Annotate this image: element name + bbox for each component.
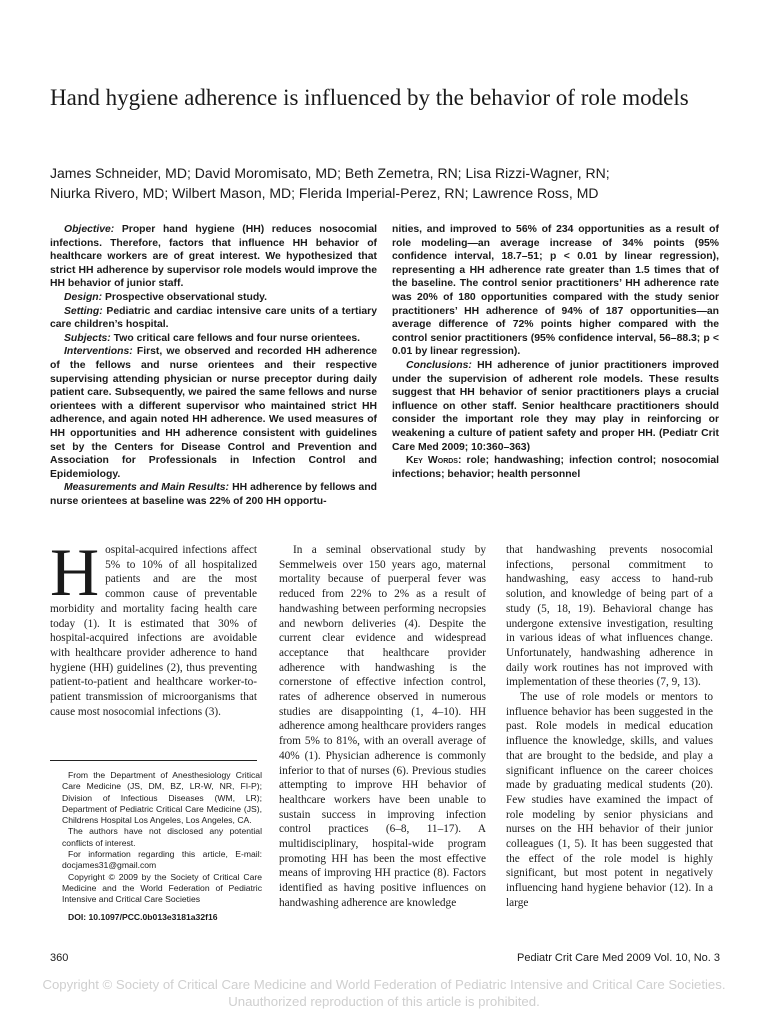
keywords-text: role; handwashing; infection control; nosocomial infections; behavior; health personnel (392, 455, 719, 480)
body-column-1 (50, 534, 257, 719)
abstract-label: Measurements and Main Results: (64, 482, 230, 494)
abstract-results (50, 481, 377, 508)
abstract-label: Objective: (64, 224, 115, 235)
abstract-label: Setting: (64, 305, 103, 317)
footnote-copyright: Copyright © 2009 by the Society of Critical Care Medicine and the World Federation of Pediatric Intensive and Critical Care Societies (62, 871, 262, 905)
abstract-text: Two critical care fellows and four nurse orientees. (113, 332, 361, 344)
body-paragraph: that handwashing prevents nosocomial infections, personal commitment to handwashing, easy access to hand-rub solution, and knowledge of being part of a study (5, 18, 19). Behavioral change has undergone extensive investigation, resulting in various ideas of what influences change. Unfortunately, handwashing adherence in daily work routines has not improved with implementation of these theories (7, 9, 13). (506, 544, 713, 689)
watermark-line: Unauthorized reproduction of this article is prohibited. (228, 994, 540, 1009)
abstract-text: Proper hand hygiene (HH) reduces nosocomial infections. Therefore, factors that influence HH behavior of healthcare workers are of great interest. We hypothesized that strict HH adherence by supervisor role models would improve the HH behavior of junior staff. (50, 224, 377, 290)
abstract-keywords (392, 454, 719, 481)
body-paragraph: In a seminal observational study by Semmelweis over 150 years ago, maternal mortality because of puerperal fever was reduced from 22% to 2% as a result of handwashing between performing necropsies and newborn deliveries (4). Despite the current clear evidence and widespread acceptance that healthcare provider adherence with handwashing is the cornerstone of effective infection control, rates of adherence observed in numerous studies are disappointing (1, 4–10). HH adherence among healthcare providers ranges from 5% to 81%, with an overall average of 40% (1). Physician adherence is commonly inferior to that of nurses (6). Previous studies attempting to improve HH behavior of healthcare workers have been unable to sustain success in improving infection control practices (6–8, 11–17). A multidisciplinary, hospital-wide program promoting HH has been the most effective means of improving HH practice (8). Factors identified as having positive influences on handwashing adherence are knowledge (279, 544, 486, 909)
footnote-contact: For information regarding this article, E-mail: docjames31@gmail.com (62, 849, 262, 871)
article-title: Hand hygiene adherence is influenced by the behavior of role models (50, 85, 689, 110)
abstract-interventions (50, 345, 377, 481)
abstract-setting (50, 305, 377, 332)
footnote-conflicts: The authors have not disclosed any potential conflicts of interest. (62, 826, 262, 848)
author-line: James Schneider, MD; David Moromisato, MD; Beth Zemetra, RN; Lisa Rizzi-Wagner, RN; (50, 165, 610, 181)
abstract-text: First, we observed and recorded HH adherence of the fellows and nurse orientees and their respective supervising attending physician or nurse preceptor during daily patient care. Subsequently, we paired the same fellows and nurse orientees with a different supervisor who maintained strict HH adherence, and again noted HH adherence. We used measures of HH opportunities and HH adherence consistent with guidelines set by the Centers for Disease Control and Prevention and Association for Professionals in Infection Control and Epidemiology. (50, 346, 377, 480)
footnote-block (62, 770, 262, 923)
keywords-label: Key Words: (406, 455, 462, 467)
footnote-divider (50, 760, 257, 761)
abstract-conclusions (392, 359, 719, 454)
abstract-label: Subjects: (64, 332, 111, 344)
abstract-column-left (50, 223, 377, 508)
body-text: ospital-acquired infections affect 5% to 10% of all hospitalized patients and are the most common cause of preventable morbidity and mortality facing health care today (1). It is estimated that 30% of hospital-acquired infections are avoidable with healthcare provider adherence to hand hygiene (HH) guidelines (2), thus preventing patient-to-patient and healthcare worker-to-patient transmission of microorganisms that cause most nosocomial infections (3). (50, 544, 257, 718)
body-column-3 (506, 543, 713, 911)
abstract-label: Design: (64, 291, 103, 303)
abstract-design (50, 291, 377, 305)
abstract-label: Conclusions: (406, 359, 472, 371)
footnote-affiliation: From the Department of Anesthesiology Critical Care Medicine (JS, DM, BZ, LR-W, NR, FI-P); Division of Infectious Diseases (WM, LR); Department of Pediatric Critical Care Medicine (JS), Childrens Hospital Los Angeles, Los Angeles, CA. (62, 770, 262, 826)
body-paragraph: The use of role models or mentors to influence behavior has been suggested in the past. Role models in medical education influence the knowledge, skills, and values that are brought to the bedside, and play a significant influence on the career choices made by graduating medical students (20). Few studies have examined the impact of role modeling by senior physicians and nurses on the HH behavior of their junior colleagues (1, 5). It has been suggested that the effect of the role model is highly significant, but most potent in negatively influencing hand hygiene behavior (12). In a large (506, 691, 713, 909)
abstract-results-continued: nities, and improved to 56% of 234 opportunities as a result of role modeling—an average increase of 34% points (95% confidence interval, 18.7–51; p < 0.01 by linear regression), representing a HH adherence rate greater than 1.5 times that of the baseline. The control senior practitioners’ HH adherence rate was 20% of 180 opportunities compared with the study senior practitioners’ HH adherence of 94% of 187 opportunities—an average difference of 72% points higher compared with the control senior practitioners (95% confidence interval, 56–88.3; p < 0.01 by linear regression). (392, 224, 719, 358)
watermark-line: Copyright © Society of Critical Care Medicine and World Federation of Pediatric Intensive and Critical Care Societies. (42, 977, 726, 992)
abstract-column-right (392, 223, 719, 481)
body-paragraph (50, 534, 257, 719)
author-list (50, 163, 730, 203)
author-line: Niurka Rivero, MD; Wilbert Mason, MD; Flerida Imperial-Perez, RN; Lawrence Ross, MD (50, 185, 599, 201)
drop-cap: H (50, 534, 100, 610)
abstract-text: Prospective observational study. (105, 291, 268, 303)
journal-citation-footer: Pediatr Crit Care Med 2009 Vol. 10, No. 3 (517, 952, 720, 964)
abstract-text: Pediatric and cardiac intensive care units of a tertiary care children’s hospital. (50, 305, 377, 331)
body-column-2 (279, 543, 486, 911)
footnote-doi: DOI: 10.1097/PCC.0b013e3181a32f16 (68, 911, 218, 922)
abstract-text: HH adherence of junior practitioners improved under the supervision of adherent role models. These results suggest that HH behavior of senior practitioners plays a crucial influence on other staff. Senior healthcare practitioners should consider the important role they may play in reinforcing or weakening a culture of patient safety and proper HH. (Pediatr Crit Care Med 2009; 10:360–363) (392, 359, 719, 453)
copyright-watermark (0, 976, 768, 1010)
abstract-label: Interventions: (64, 346, 133, 358)
page-number: 360 (50, 952, 69, 964)
abstract-text: HH adherence by fellows and nurse orientees at baseline was 22% of 200 HH opportu- (50, 482, 378, 507)
abstract-objective (50, 223, 377, 291)
abstract-subjects (50, 332, 377, 346)
